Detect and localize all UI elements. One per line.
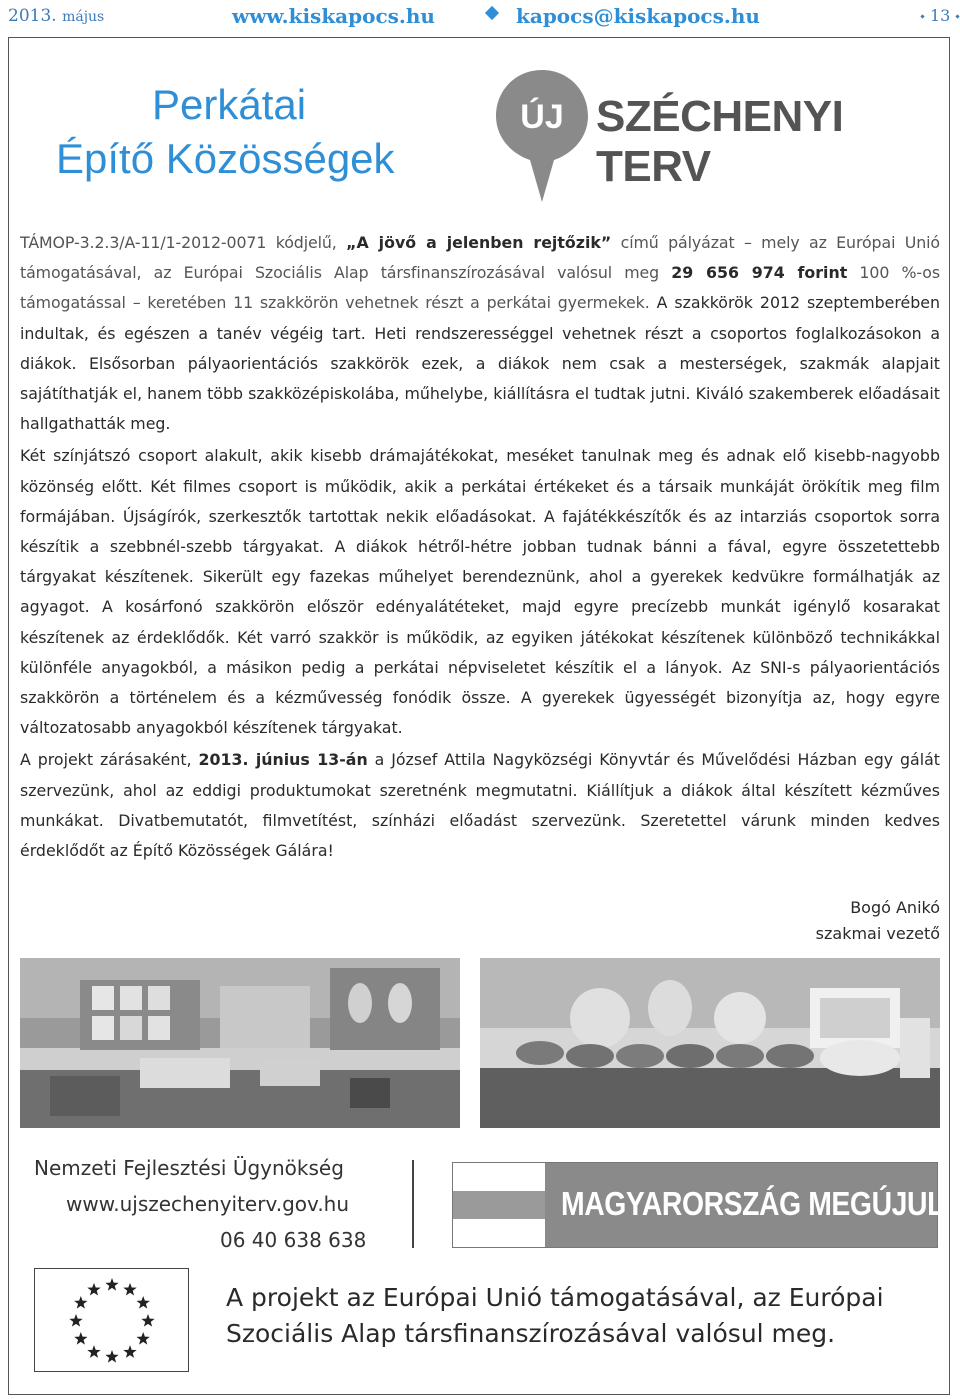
eu-star-icon	[137, 1332, 150, 1345]
eu-star-icon	[123, 1283, 136, 1296]
article-body	[20, 228, 940, 866]
closing-intro-text: A projekt zárásaként,	[20, 750, 199, 770]
issue-year: 2013.	[8, 6, 57, 26]
support-text: 100 %-os támogatással – keretében 11 szakkörön vehetnek részt a perkátai gyermekek.	[20, 263, 940, 313]
flag-stripe-middle	[453, 1191, 545, 1219]
agency-contact	[34, 1150, 374, 1258]
eu-star-icon	[74, 1332, 87, 1345]
agency-phone: 06 40 638 638	[220, 1228, 367, 1252]
eu-star-icon	[69, 1314, 82, 1327]
crafts-exhibition-photo-1	[20, 958, 460, 1128]
map-pin-icon	[494, 68, 590, 204]
funding-text: című pályázat – mely az Európai Unió támogatásával, az Európai Szociális Alap társfinanszírozásával valósul meg	[20, 233, 940, 283]
eu-star-icon	[74, 1296, 87, 1309]
eu-star-icon	[105, 1350, 118, 1363]
website-link[interactable]: www.kiskapocs.hu	[232, 4, 435, 28]
eu-star-icon	[87, 1283, 100, 1296]
page-header	[0, 0, 960, 36]
slogan-text: MAGYARORSZÁG MEGÚJUL	[561, 1185, 944, 1222]
project-title-text: „A jövő a jelenben rejtőzik”	[346, 233, 612, 252]
clubs-text: A szakkörök 2012 szeptemberében indultak, és egészen a tanév végéig tart. Heti rendszerességgel vehetnek részt a csoportos foglalkozásokon a diákok. Elsősorban pályaorientációs szakkörök ezek, a diákok nem csak a mesterségek, szakmák alapjait sajátíthatják el, hanem több szakközépiskolába, műhelybe, kiállításra el tudtak jutni. Kiváló szakemberek előadásait hallgathatták meg.	[20, 293, 940, 434]
diamond-separator-icon	[485, 6, 499, 20]
agency-url[interactable]: www.ujszechenyiterv.gov.hu	[66, 1192, 350, 1216]
issue-month: május	[62, 9, 105, 25]
article-paragraph-2: Két színjátszó csoport alakult, akik kisebb drámajátékokat, meséket tanulnak meg és adnak elő kisebb-nagyobb közönség előtt. Két filmes csoport is működik, akik a perkátai értékeket és a társaik munkáját örökítik meg film formájában. Újságírók, szerkesztők tartottak nekik előadásokat. A fajátékkészítők és az intarziás csoportok sorra készítik a szebbnél-szebb tárgyakat. A diákok hétről-hétre jobban tudnak bánni a fával, egyre összetettebb tárgyakat készítenek. Sikerült egy fazekas műhelyet berendeznünk, ahol a gyerekek kedvükre formálhatják az agyagot. A kosárfonó szakkörön először edényalátéteket, majd egyre precízebb munkát igénylő kosarakat készítenek az érdeklődők. Két varró szakkör is működik, az egyiken játékokat készítenek különböző technikákkal különféle anyagokból, a másikon pedig a perkátai népviseletet készítik el a lányok. Az SNI-s pályaorientációs szakkörön a történelem és a kézművesség fonódik össze. A gyerekek ügyességét bizonyítja az, hogy egyre változatosabb anyagokból készítenek tárgyakat.	[20, 446, 940, 738]
page-number: 13	[930, 6, 951, 25]
email-link[interactable]: kapocs@kiskapocs.hu	[516, 4, 760, 28]
eu-statement-line-1: A projekt az Európai Unió támogatásával, az Európai	[226, 1283, 884, 1312]
funding-amount: 29 656 974 forint	[671, 263, 848, 283]
eu-funding-statement	[226, 1280, 946, 1352]
magyarorszag-megujul-logo	[452, 1162, 944, 1248]
vertical-divider	[412, 1160, 414, 1248]
eu-star-icon	[105, 1278, 118, 1291]
closing-body-text: a József Attila Nagyközségi Könyvtár és Művelődési Házban egy gálát szervezünk, ahol az eddigi produktumokat szeretnénk megmutatni. Kiállítjuk a diákok által készített kézműves munkákat. Divatbemutatót, filmvetítést, színházi előadást szervezünk. Szeretettel várunk minden kedves érdeklődőt az Építő Közösségek Gálára!	[20, 750, 940, 861]
article-title-line-2: Építő Közösségek	[56, 135, 395, 182]
author-role: szakmai vezető	[815, 924, 940, 943]
flag-stripe-top	[453, 1163, 545, 1192]
eu-star-icon	[141, 1314, 154, 1327]
project-code-text: TÁMOP-3.2.3/A-11/1-2012-0071 kódjelű,	[20, 233, 347, 252]
agency-name: Nemzeti Fejlesztési Ügynökség	[34, 1156, 344, 1180]
flag-stripe-bottom	[453, 1219, 545, 1247]
eu-star-icon	[123, 1345, 136, 1358]
author-name: Bogó Anikó	[850, 898, 940, 917]
pin-label: ÚJ	[520, 98, 564, 136]
article-title-line-1: Perkátai	[152, 81, 307, 128]
eu-flag-icon	[34, 1268, 189, 1372]
event-date: 2013. június 13-án	[198, 750, 368, 770]
eu-statement-line-2: Szociális Alap társfinanszírozásával valósul meg.	[226, 1319, 836, 1348]
eu-star-icon	[137, 1296, 150, 1309]
issue-date	[8, 6, 104, 26]
eu-star-icon	[87, 1345, 100, 1358]
eu-stars-icon	[35, 1269, 190, 1373]
crafts-exhibition-photo-2	[480, 958, 940, 1128]
szechenyi-terv-logo-text: SZÉCHENYI TERV	[596, 92, 844, 191]
article-paragraph-1	[20, 228, 940, 439]
article-paragraph-3	[20, 745, 940, 866]
author-signature	[816, 895, 940, 947]
